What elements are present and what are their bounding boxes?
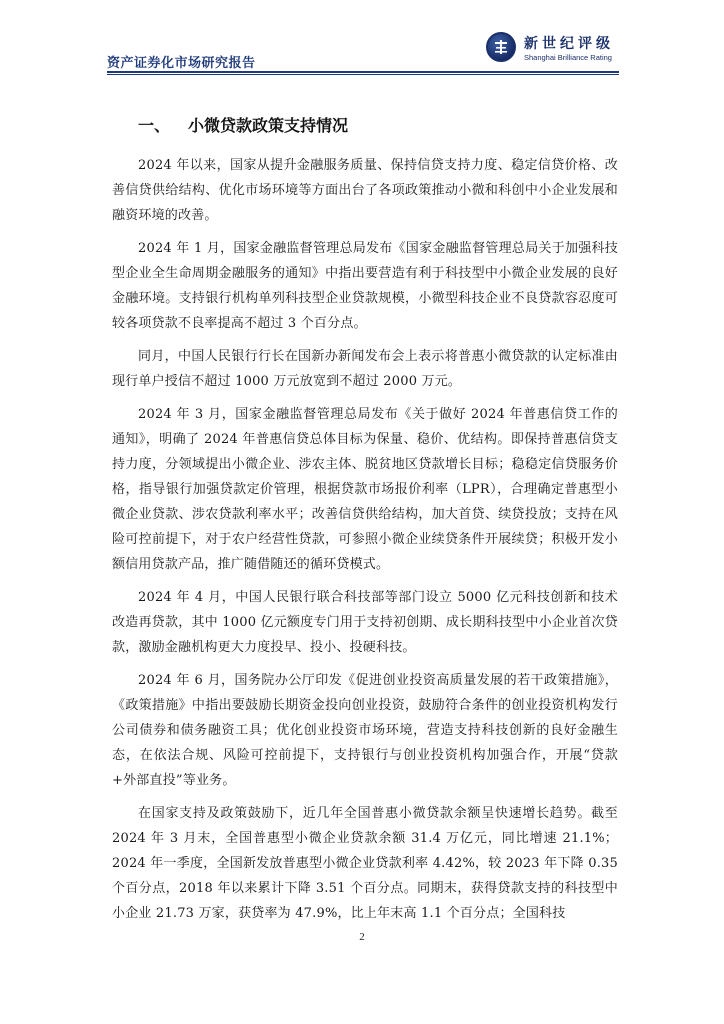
paragraph: 2024 年 1 月，国家金融监督管理总局发布《国家金融监督管理总局关于加强科技型企业全生命周期金融服务的通知》中指出要营造有利于科技型中小微企业发展的良好金融环境。支持银行机构单列科技型企业贷款规模，小微型科技企业不良贷款容忍度可较各项贷款不良率提高不超过 3 个百分点。	[112, 241, 618, 331]
paragraph: 在国家支持及政策鼓励下，近几年全国普惠小微贷款余额呈快速增长趋势。截至 2024 年 3 月末，全国普惠型小微企业贷款余额 31.4 万亿元，同比增速 21.1%；2024 年一季度，全国新发放普惠型小微企业贷款利率 4.42%，较 2023 年下降 0.35 个百分点，2018 年以来累计下降 3.51 个百分点。同期末，获得贷款支持的科技型中小企业 21.73 万家，获贷率为 47.9%，比上年末高 1.1 个百分点；全国科技	[112, 806, 618, 921]
paragraph: 2024 年 6 月，国务院办公厅印发《促进创业投资高质量发展的若干政策措施》，《政策措施》中指出要鼓励长期资金投向创业投资，鼓励符合条件的创业投资机构发行公司债券和债务融资工具；优化创业投资市场环境，营造支持科技创新的良好金融生态，在依法合规、风险可控前提下，支持银行与创业投资机构加强合作，开展“贷款+外部直投”等业务。	[112, 673, 618, 788]
paragraph: 2024 年 4 月，中国人民银行联合科技部等部门设立 5000 亿元科技创新和技术改造再贷款，其中 1000 亿元额度专门用于支持初创期、成长期科技型中小企业首次贷款，激励金融机构更大力度投早、投小、投硬科技。	[112, 590, 618, 655]
page-number: 2	[359, 931, 365, 943]
section-number: 一、	[138, 116, 171, 135]
paragraph: 2024 年以来，国家从提升金融服务质量、保持信贷支持力度、稳定信贷价格、改善信贷供给结构、优化市场环境等方面出台了各项政策推动小微和科创中小企业发展和融资环境的改善。	[112, 158, 618, 223]
header-divider-thin	[107, 74, 619, 75]
logo-english-name: Shanghai Brilliance Rating	[524, 53, 612, 62]
section-title: 小微贷款政策支持情况	[188, 116, 349, 135]
emblem-mark-icon	[493, 39, 509, 55]
brand-logo	[486, 32, 626, 68]
logo-chinese-name: 新世纪评级	[524, 36, 614, 52]
section-heading	[138, 113, 348, 136]
report-title: 资产证券化市场研究报告	[107, 56, 256, 71]
paragraph: 2024 年 3 月，国家金融监督管理总局发布《关于做好 2024 年普惠信贷工作的通知》，明确了 2024 年普惠信贷总体目标为保量、稳价、优结构。即保持普惠信贷支持力度，分领域提出小微企业、涉农主体、脱贫地区贷款增长目标；稳稳定信贷服务价格，指导银行加强贷款定价管理，根据贷款市场报价利率（LPR），合理确定普惠型小微企业贷款、涉农贷款利率水平；改善信贷供给结构，加大首贷、续贷投放；支持在风险可控前提下，对于农户经营性贷款，可参照小微企业续贷条件开展续贷；积极开发小额信用贷款产品，推广随借随还的循环贷模式。	[112, 407, 618, 572]
header-divider	[107, 71, 619, 73]
logo-emblem-icon	[486, 32, 516, 62]
paragraph: 同月，中国人民银行行长在国新办新闻发布会上表示将普惠小微贷款的认定标准由现行单户授信不超过 1000 万元放宽到不超过 2000 万元。	[112, 349, 618, 389]
body-text	[112, 153, 618, 934]
